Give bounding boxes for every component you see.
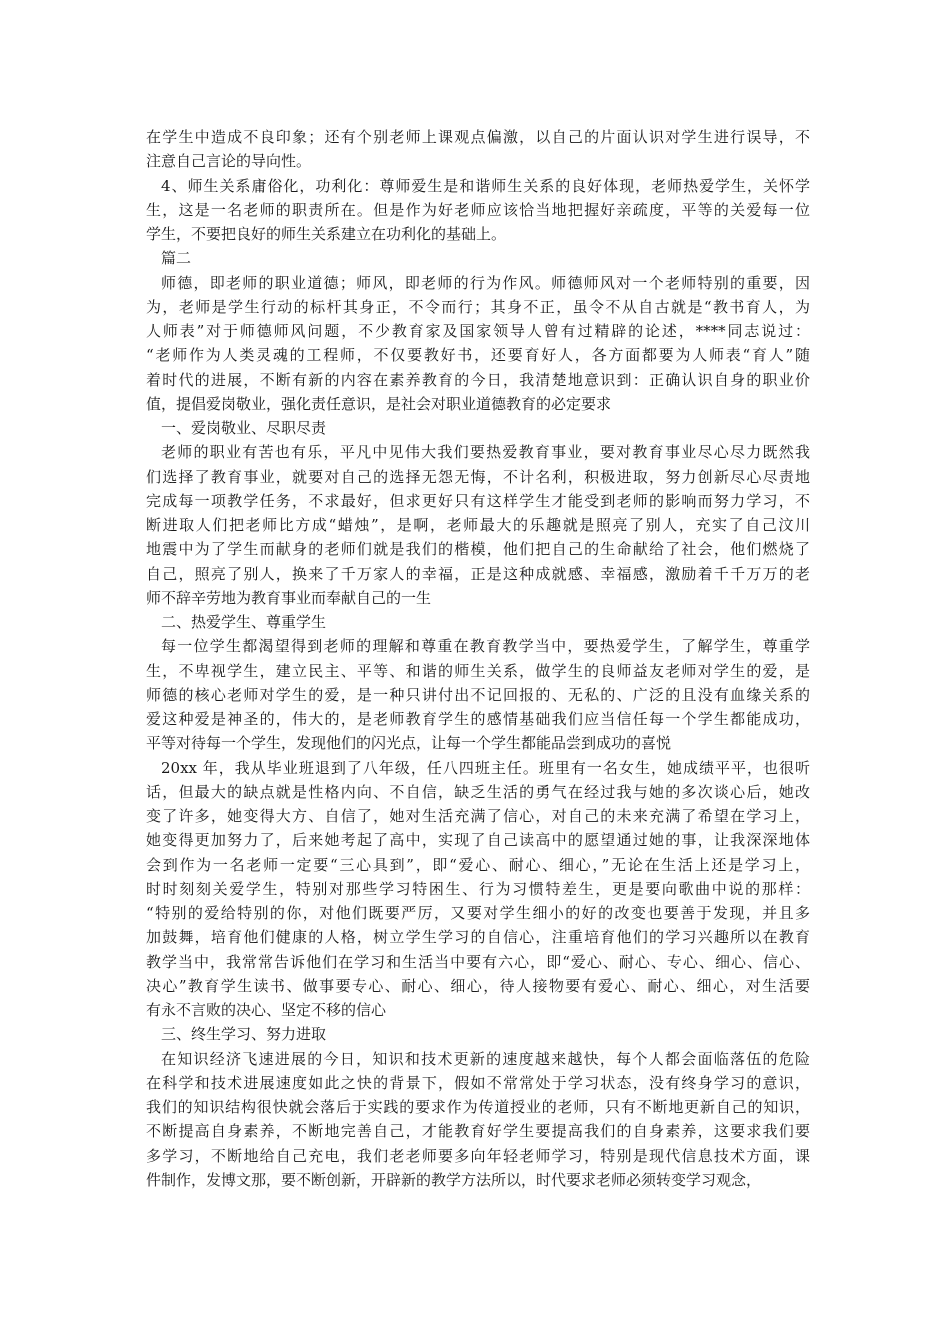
heading-text: 三、终生学习、努力进取 [161,1025,327,1044]
text-line: 每一位学生都渴望得到老师的理解和尊重在教育教学当中，要热爱学生，了解学生，尊重学 [161,637,810,656]
text-line: 注意自己言论的导向性。 [146,152,312,171]
text-line: 值，提倡爱岗敬业，强化责任意识，是社会对职业道德教育的必定要求 [146,394,612,413]
text-line: 她变得更加努力了，后来她考起了高中，实现了自己读高中的愿望通过她的事，让我深深地体 [146,831,810,850]
text-line: 着时代的进展，不断有新的内容在素养教育的今日，我清楚地意识到：正确认识自身的职业价 [146,370,810,389]
section-heading [146,246,810,270]
text-line: 不断提高自身素养，不断地完善自己，才能教育好学生要提高我们的自身素养，这要求我们要 [146,1122,810,1141]
paragraph [146,756,810,1023]
text-line: 时时刻刻关爱学生，特别对那些学习特困生、行为习惯特差生，更是要向歌曲中说的那样： [146,879,810,898]
text-line: 加鼓舞，培育他们健康的人格，树立学生学习的自信心，注重培育他们的学习兴趣所以在教育 [146,928,810,947]
text-line: 为，老师是学生行动的标杆其身正，不令而行；其身不正，虽令不从自古就是“教书育人，为 [146,297,810,316]
text-line: 平等对待每一个学生，发现他们的闪光点，让每一个学生都能品尝到成功的喜悦 [146,734,672,753]
heading-text: 篇二 [161,249,192,268]
text-line: “老师作为人类灵魂的工程师，不仅要教好书，还要育好人，各方面都要为人师表“育人”随 [146,346,810,365]
text-line: 生，这是一名老师的职责所在。但是作为好老师应该恰当地把握好亲疏度，平等的关爱每一位 [146,200,810,219]
paragraph [146,174,810,247]
text-line: “特别的爱给特别的你，对他们既要严厉，又要对学生细小的好的改变也要善于发现，并且多 [146,904,810,922]
text-line: 决心”教育学生读书、做事要专心、耐心、细心，待人接物要有爱心、耐心、细心，对生活要 [146,976,810,995]
text-line: 在学生中造成不良印象；还有个别老师上课观点偏激，以自己的片面认识对学生进行误导，不 [146,128,810,146]
document-body [146,125,810,1192]
text-line: 20xx 年，我从毕业班退到了八年级，任八四班主任。班里有一名女生，她成绩平平，也很听 [161,758,810,777]
text-line: 断进取人们把老师比方成“蜡烛”，是啊，老师最大的乐趣就是照亮了别人，充实了自己汶川 [146,516,810,534]
text-line: 爱这种爱是神圣的，伟大的，是老师教育学生的感情基础我们应当信任每一个学生都能成功， [146,710,810,728]
text-line: 在知识经济飞速进展的今日，知识和技术更新的速度越来越快，每个人都会面临落伍的危险 [161,1049,810,1068]
heading-text: 一、爱岗敬业、尽职尽责 [161,419,327,437]
text-line: 们选择了教育事业，就要对自己的选择无怨无悔，不计名利，积极进取，努力创新尽心尽责地 [146,467,810,486]
text-line: 4、师生关系庸俗化，功利化：尊师爱生是和谐师生关系的良好体现，老师热爱学生，关怀学 [161,176,810,195]
text-line: 人师表”对于师德师风问题，不少教育家及国家领导人曾有过精辟的论述，****同志说过： [146,322,810,340]
section-heading [146,1022,810,1046]
paragraph [146,271,810,417]
text-line: 师德的核心老师对学生的爱，是一种只讲付出不记回报的、无私的、广泛的且没有血缘关系的 [146,685,810,704]
text-line: 学生，不要把良好的师生关系建立在功利化的基础上。 [146,225,507,243]
text-line: 在科学和技术进展速度如此之快的背景下，假如不常常处于学习状态，没有终身学习的意识， [146,1073,810,1092]
text-line: 会到作为一名老师一定要“三心具到”，即“爱心、耐心、细心，”无论在生活上还是学习上， [146,855,810,874]
paragraph [146,634,810,755]
text-line: 多学习，不断地给自己充电，我们老老师要多向年轻老师学习，特别是现代信息技术方面，课 [146,1146,810,1165]
text-line: 自己，照亮了别人，换来了千万家人的幸福，正是这种成就感、幸福感，激励着千千万万的老 [146,564,810,583]
section-heading [146,610,810,634]
paragraph [146,440,810,610]
text-line: 地震中为了学生而献身的老师们就是我们的楷模，他们把自己的生命献给了社会，他们燃烧了 [146,540,810,559]
text-line: 教学当中，我常常告诉他们在学习和生活当中要有六心，即“爱心、耐心、专心、细心、信心、 [146,952,810,971]
text-line: 师不辞辛劳地为教育事业而奉献自己的一生 [146,588,432,607]
text-line: 老师的职业有苦也有乐，平凡中见伟大我们要热爱教育事业，要对教育事业尽心尽力既然我 [161,443,810,462]
paragraph [146,1047,810,1193]
section-heading [146,416,810,440]
text-line: 师德，即老师的职业道德；师风，即老师的行为作风。师德师风对一个老师特别的重要，因 [161,273,810,292]
paragraph [146,125,810,174]
heading-text: 二、热爱学生、尊重学生 [161,613,327,631]
text-line: 有永不言败的决心、坚定不移的信心 [146,1001,387,1019]
text-line: 变了许多，她变得大方、自信了，她对生活充满了信心，对自己的未来充满了希望在学习上， [146,807,810,825]
text-line: 件制作，发博文那，要不断创新，开辟新的教学方法所以，时代要求老师必须转变学习观念， [146,1170,762,1189]
text-line: 完成每一项教学任务，不求最好，但求更好只有这样学生才能受到老师的影响而努力学习，不 [146,491,810,510]
text-line: 话，但最大的缺点就是性格内向、不自信，缺乏生活的勇气在经过我与她的多次谈心后，她改 [146,782,810,801]
text-line: 我们的知识结构很快就会落后于实践的要求作为传道授业的老师，只有不断地更新自己的知识， [146,1098,810,1116]
text-line: 生，不卑视学生，建立民主、平等、和谐的师生关系，做学生的良师益友老师对学生的爱，是 [146,661,810,680]
